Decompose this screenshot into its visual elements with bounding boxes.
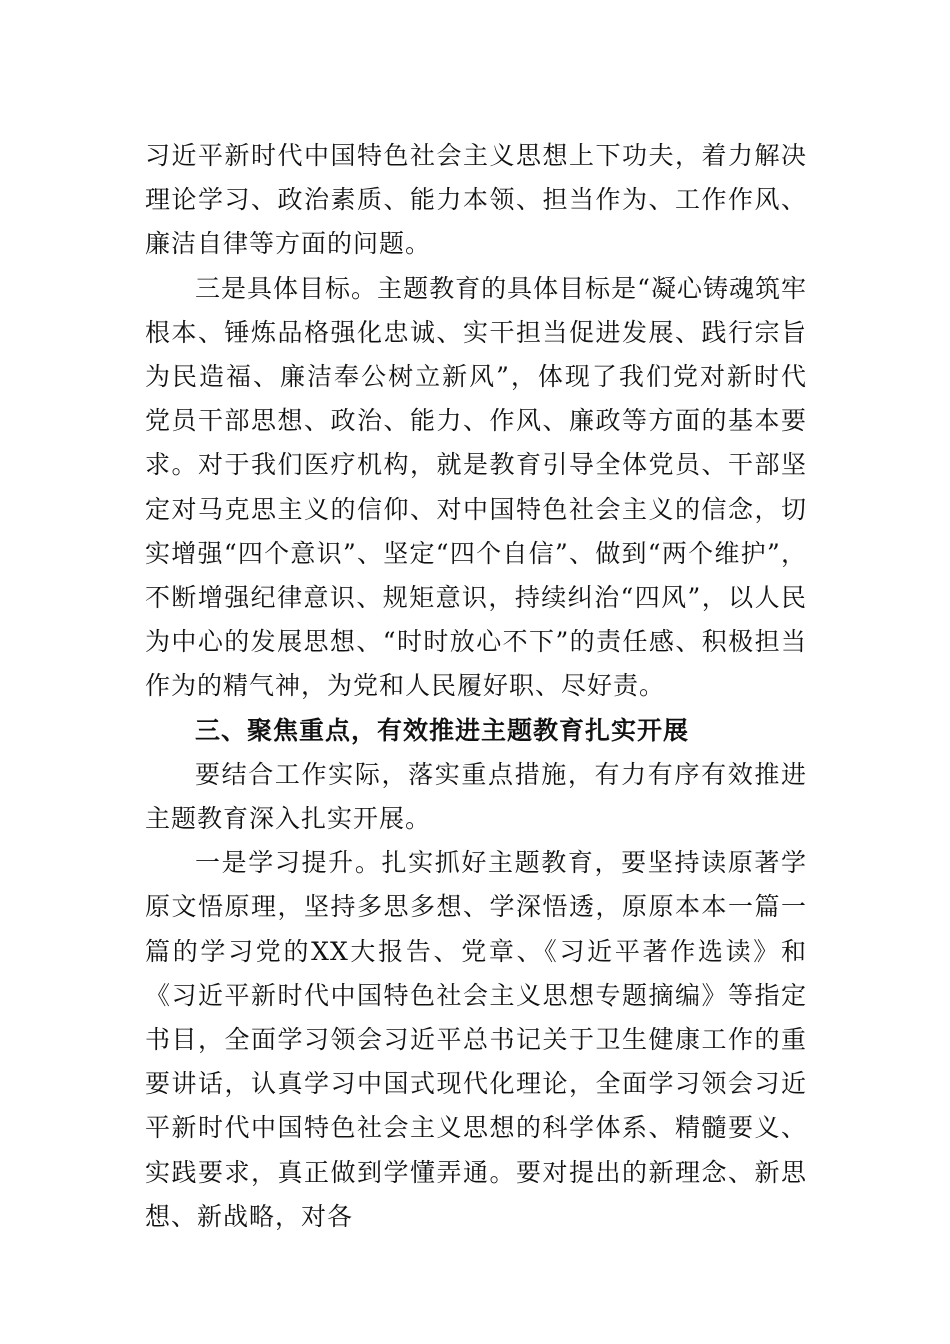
paragraph-continuation: 习近平新时代中国特色社会主义思想上下功夫，着力解决理论学习、政治素质、能力本领、担当作为、工作作风、廉洁自律等方面的问题。 [145,141,807,259]
section-heading-three: 三、聚焦重点，有效推进主题教育扎实开展 [195,715,690,745]
paragraph-study-improvement: 一是学习提升。扎实抓好主题教育，要坚持读原著学原文悟原理，坚持多思多想、学深悟透，原原本本一篇一篇的学习党的XX大报告、党章、《习近平著作选读》和《习近平新时代中国特色社会主义思想专题摘编》等指定书目，全面学习领会习近平总书记关于卫生健康工作的重要讲话，认真学习中国式现代化理论，全面学习领会习近平新时代中国特色社会主义思想的科学体系、精髓要义、实践要求，真正做到学懂弄通。要对提出的新理念、新思想、新战略，对各 [145,848,807,1231]
paragraph-section-intro: 要结合工作实际，落实重点措施，有力有序有效推进主题教育深入扎实开展。 [145,759,807,834]
paragraph-specific-goals: 三是具体目标。主题教育的具体目标是“凝心铸魂筑牢根本、锤炼品格强化忠诚、实干担当促进发展、践行宗旨为民造福、廉洁奉公树立新风”，体现了我们党对新时代党员干部思想、政治、能力、作风、廉政等方面的基本要求。对于我们医疗机构，就是教育引导全体党员、干部坚定对马克思主义的信仰、对中国特色社会主义的信念，切实增强“四个意识”、坚定“四个自信”、做到“两个维护”，不断增强纪律意识、规矩意识，持续纠治“四风”，以人民为中心的发展思想、“时时放心不下”的责任感、积极担当作为的精气神，为党和人民履好职、尽好责。 [145,273,807,701]
document-body [145,134,807,1239]
